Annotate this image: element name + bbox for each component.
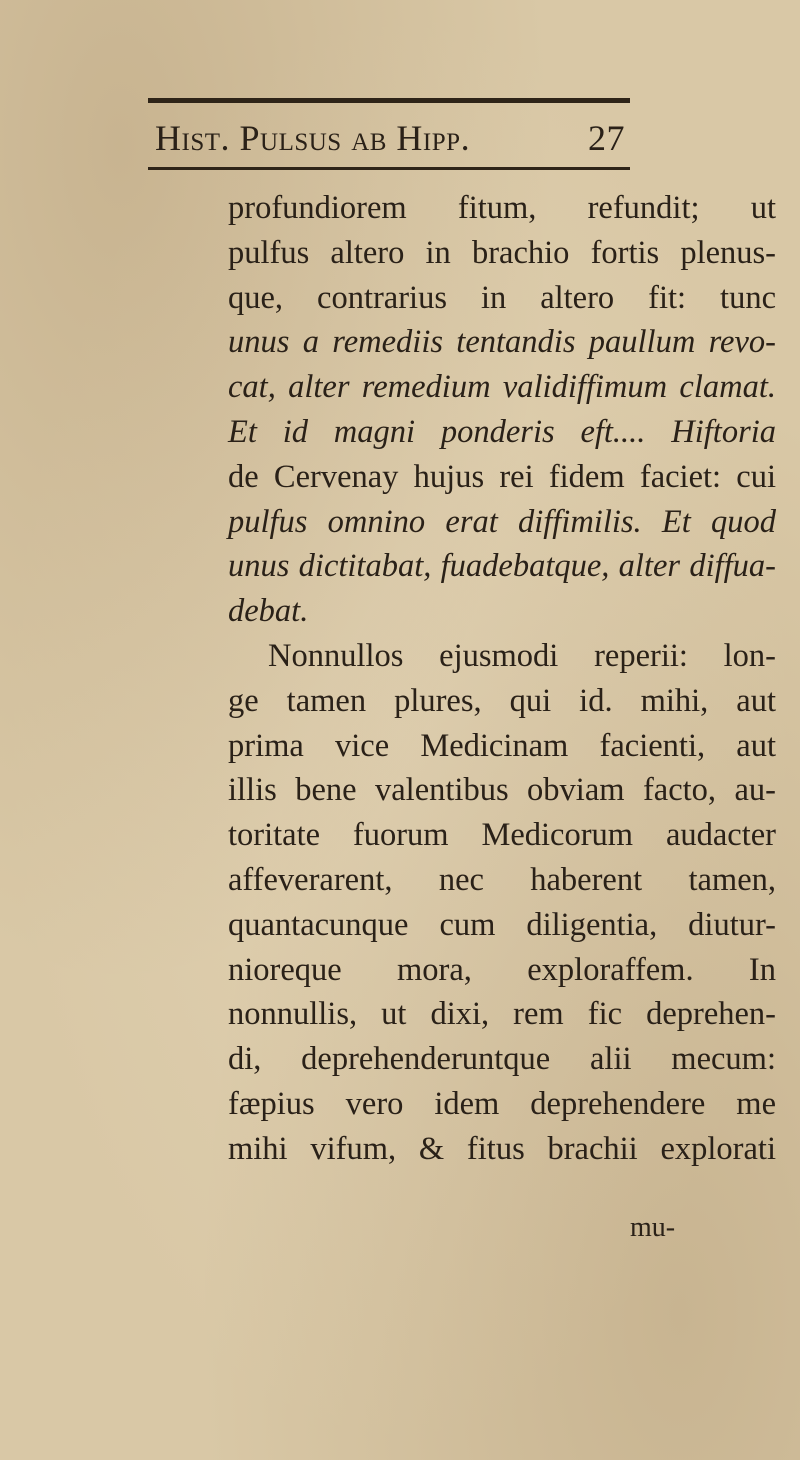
page-number: 27 (588, 118, 625, 158)
text-line: que, contrarius in altero fit: tunc (228, 279, 776, 316)
paragraph-start-line: Nonnullos ejusmodi reperii: lon- (268, 637, 776, 674)
text-line: quantacunque cum diligentia, diutur- (228, 906, 776, 943)
text-line: di, deprehenderuntque alii mecum: (228, 1041, 776, 1078)
text-line: de Cervenay hujus rei fidem faciet: cui (228, 458, 776, 495)
text-line: illis bene valentibus obviam facto, au- (228, 772, 776, 809)
running-header (150, 112, 630, 164)
catchword: mu- (630, 1212, 676, 1243)
text-line: mihi vifum, & fitus brachii explorati (228, 1130, 776, 1167)
text-line: unus a remediis tentandis paullum revo- (228, 324, 776, 361)
text-line: pulfus altero in brachio fortis plenus- (228, 234, 776, 271)
running-title: Hist. Pulsus ab Hipp. (155, 118, 471, 158)
text-line: nonnullis, ut dixi, rem fic deprehen- (228, 996, 776, 1033)
text-line: prima vice Medicinam facienti, aut (228, 727, 776, 764)
text-line: profundiorem fitum, refundit; ut (228, 190, 776, 226)
text-line: Et id magni ponderis eft.... Hiftoria (228, 413, 776, 450)
text-line: ge tamen plures, qui id. mihi, aut (228, 682, 776, 719)
top-border-rule (148, 98, 630, 103)
text-line: affeverarent, nec haberent tamen, (228, 861, 776, 898)
text-line: nioreque mora, exploraffem. In (228, 951, 776, 988)
text-line: fæpius vero idem deprehendere me (228, 1085, 776, 1122)
text-line: debat. (228, 593, 309, 630)
text-line: unus dictitabat, fuadebatque, alter diffua- (228, 548, 776, 585)
text-line: pulfus omnino erat diffimilis. Et quod (228, 503, 776, 540)
text-line: toritate fuorum Medicorum audacter (228, 817, 776, 854)
body-text (228, 186, 776, 1172)
header-rule (148, 167, 630, 170)
text-line: cat, alter remedium validiffimum clamat. (228, 369, 776, 406)
